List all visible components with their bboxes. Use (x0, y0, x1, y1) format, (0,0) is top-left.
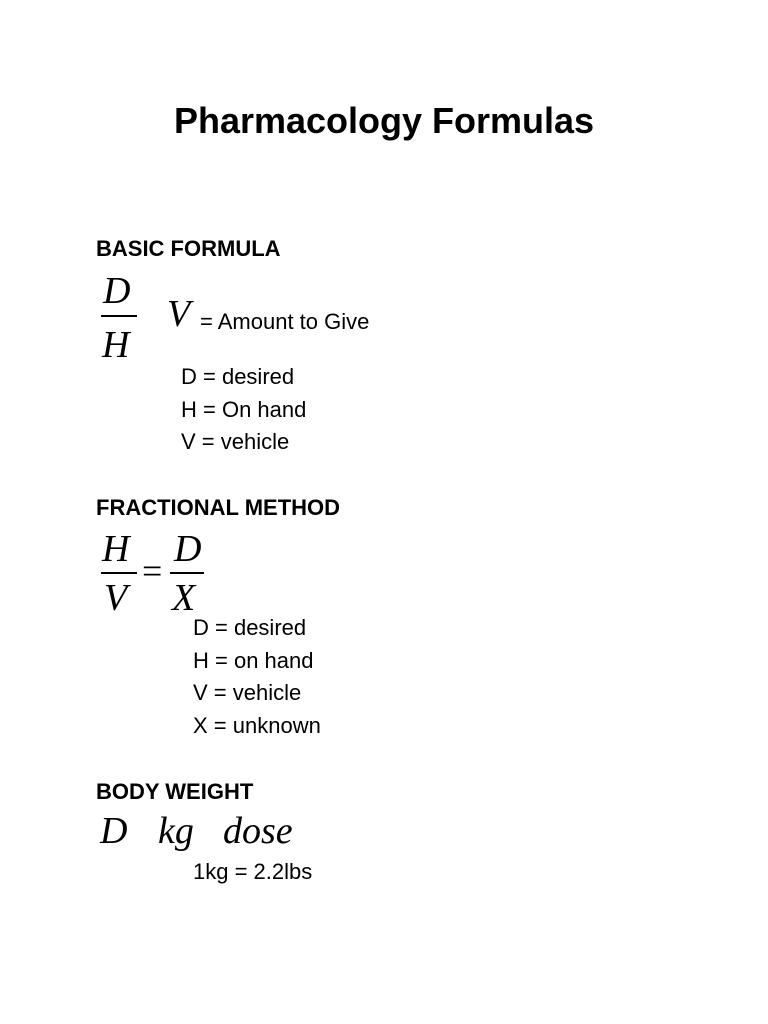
fractional-method-heading: FRACTIONAL METHOD (96, 495, 341, 520)
basic-numerator: D (103, 270, 131, 312)
body-weight-term: D (100, 810, 128, 852)
basic-legend (181, 361, 306, 459)
fractional-equals: = (142, 551, 163, 591)
fractional-right-denominator: X (172, 577, 196, 619)
legend-item: V = vehicle (193, 680, 302, 705)
legend-item: D = desired (181, 364, 295, 389)
legend-item: D = desired (193, 615, 307, 640)
page-title: Pharmacology Formulas (173, 100, 595, 141)
body-weight-heading: BODY WEIGHT (96, 779, 254, 804)
fractional-legend (193, 612, 321, 742)
fractional-left-bar (101, 572, 137, 574)
fractional-right-numerator: D (174, 528, 202, 570)
legend-item: V = vehicle (181, 429, 290, 454)
body-weight-note: 1kg = 2.2lbs (193, 859, 313, 884)
legend-item: X = unknown (193, 712, 321, 738)
body-weight-term: dose (223, 810, 293, 852)
fractional-right-bar (170, 572, 204, 574)
body-weight-term: kg (158, 810, 194, 852)
basic-result: = Amount to Give (200, 309, 370, 334)
basic-formula-heading: BASIC FORMULA (96, 236, 281, 261)
legend-item: H = On hand (181, 396, 307, 422)
basic-fraction-bar (101, 315, 137, 317)
fractional-left-denominator: V (104, 577, 128, 619)
basic-multiplier: V (167, 293, 191, 335)
basic-denominator: H (102, 324, 130, 366)
fractional-left-numerator: H (102, 528, 130, 570)
legend-item: H = on hand (193, 647, 314, 673)
